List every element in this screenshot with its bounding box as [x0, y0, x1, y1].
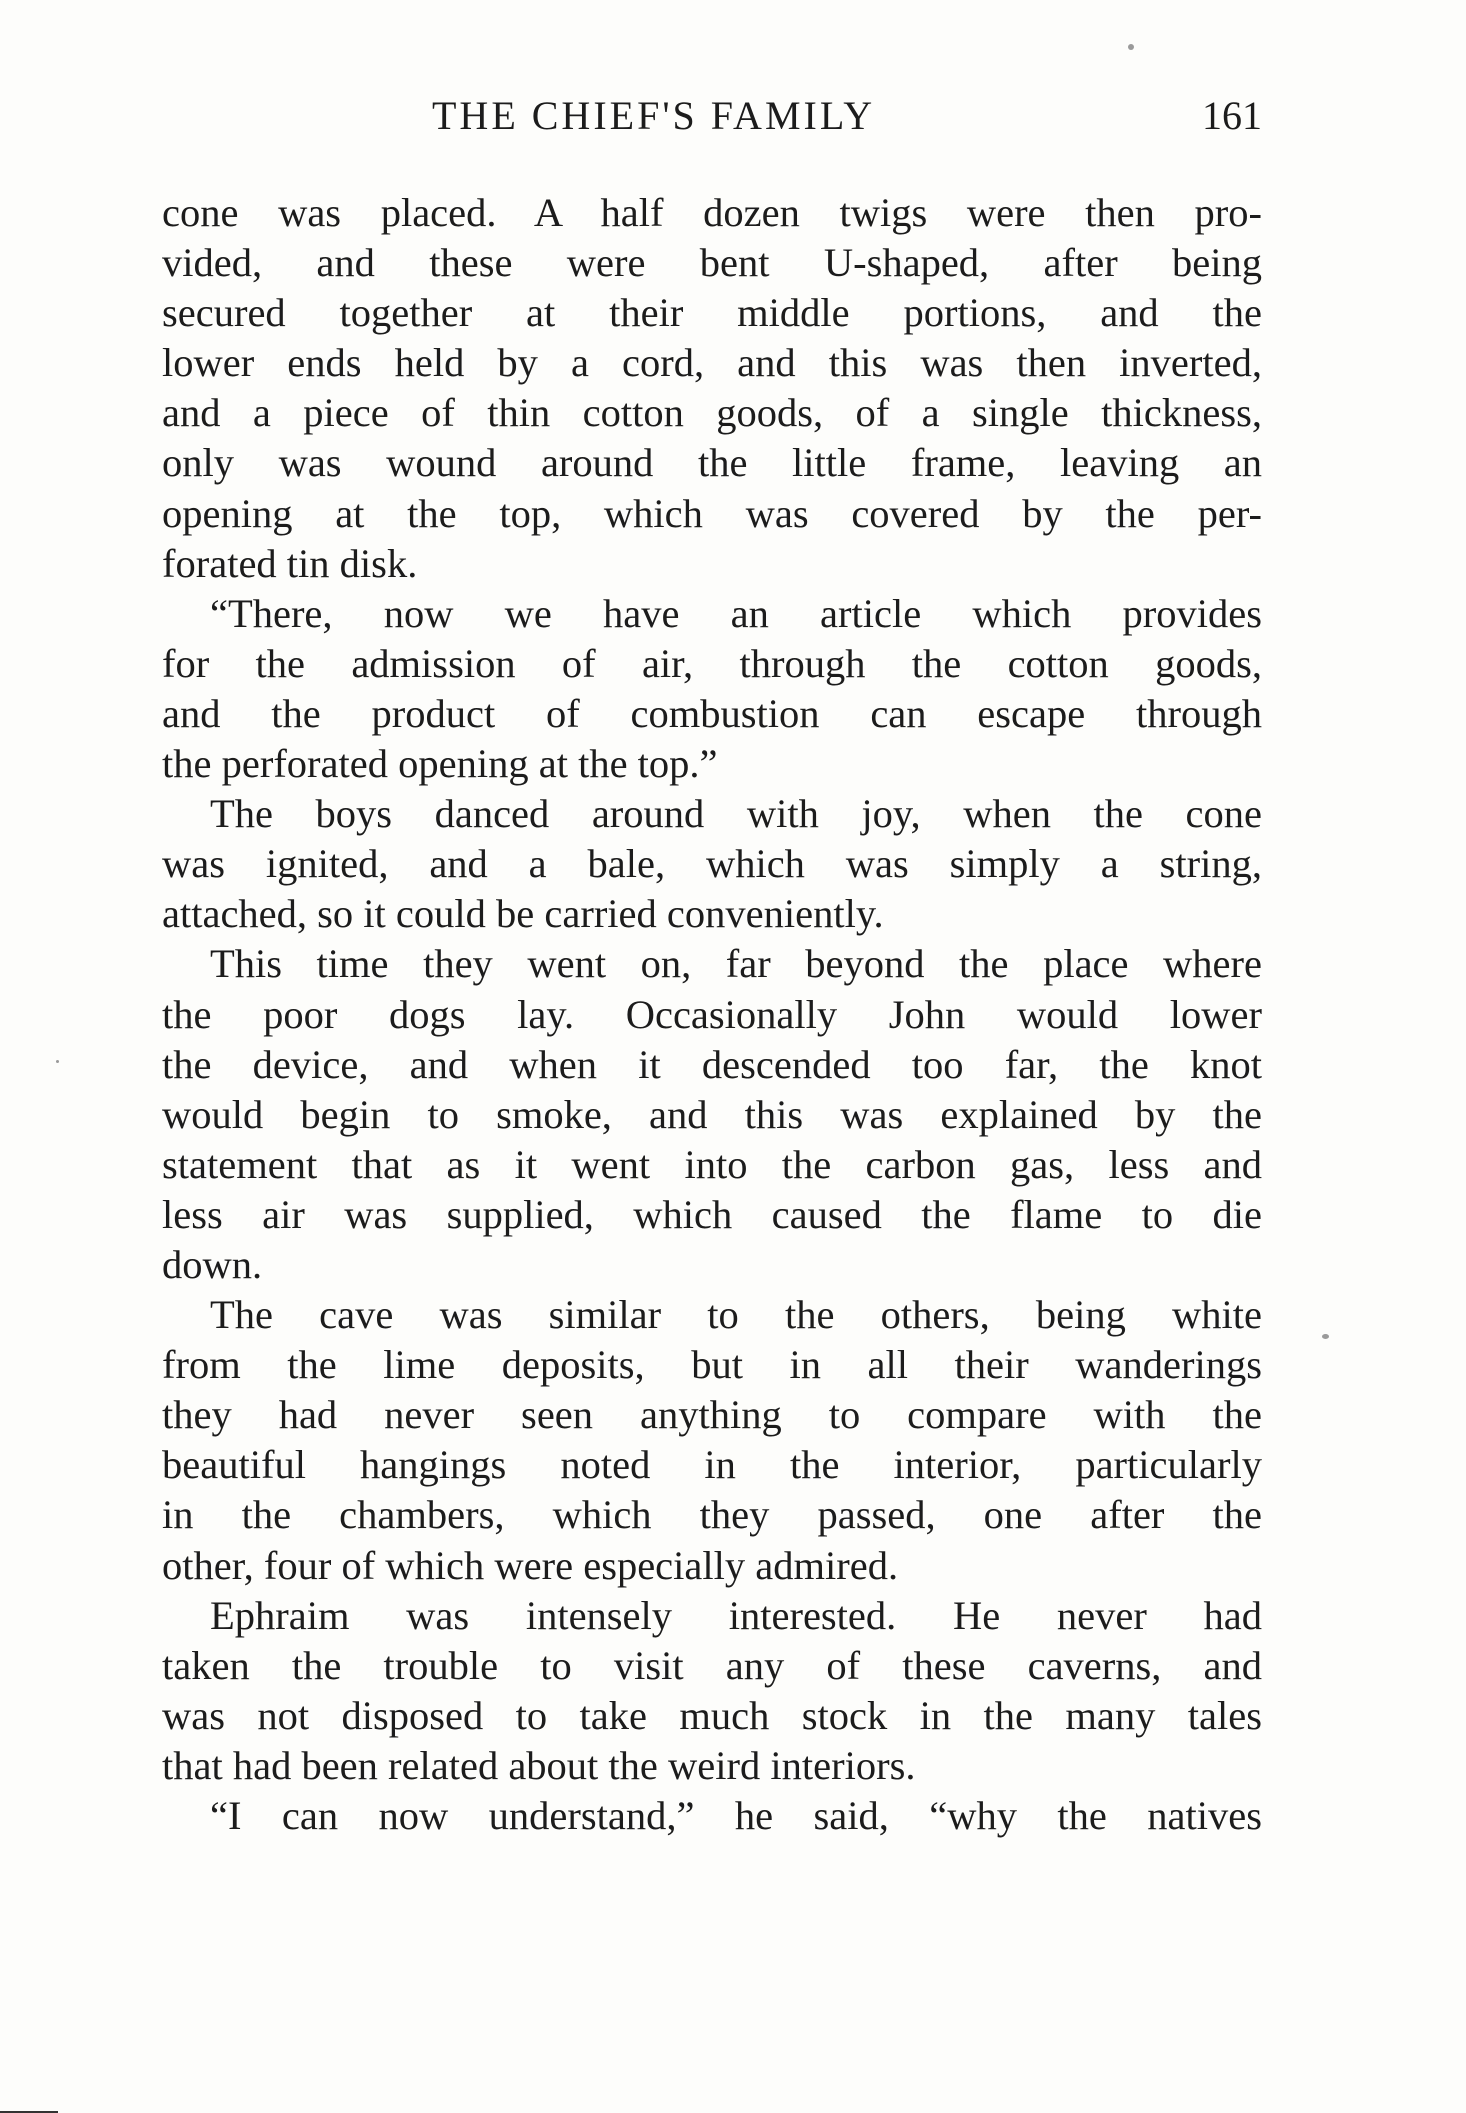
- text-line: taken the trouble to visit any of these caverns, and: [162, 1642, 1262, 1688]
- print-speck: [56, 1060, 59, 1063]
- text-line: statement that as it went into the carbon gas, less and: [162, 1141, 1262, 1187]
- text-line: down.: [162, 1241, 263, 1287]
- text-line: forated tin disk.: [162, 540, 418, 586]
- text-line: they had never seen anything to compare with the: [162, 1392, 1262, 1438]
- text-line: for the admission of air, through the cotton goods,: [162, 640, 1262, 686]
- text-line: secured together at their middle portions, and the: [162, 290, 1262, 336]
- print-speck: [1128, 44, 1134, 50]
- text-line: The cave was similar to the others, being white: [210, 1292, 1262, 1338]
- text-line: was ignited, and a bale, which was simply a string,: [162, 841, 1262, 887]
- text-line: “There, now we have an article which provides: [210, 590, 1262, 636]
- text-line: the perforated opening at the top.”: [162, 741, 718, 787]
- text-line: the device, and when it descended too far, the knot: [162, 1041, 1262, 1087]
- text-line: opening at the top, which was covered by the per-: [162, 490, 1262, 536]
- text-line: beautiful hangings noted in the interior, particularly: [162, 1442, 1262, 1488]
- body-text: [162, 188, 1262, 1841]
- text-line: attached, so it could be carried conveniently.: [162, 891, 884, 937]
- text-line: and a piece of thin cotton goods, of a single thickness,: [162, 390, 1262, 436]
- text-line: that had been related about the weird interiors.: [162, 1742, 916, 1788]
- text-line: the poor dogs lay. Occasionally John would lower: [162, 991, 1262, 1037]
- text-line: and the product of combustion can escape through: [162, 690, 1262, 736]
- page-number: 161: [1202, 93, 1262, 138]
- text-line: from the lime deposits, but in all their wanderings: [162, 1342, 1262, 1388]
- page-header: [162, 92, 1262, 152]
- text-line: This time they went on, far beyond the place where: [210, 941, 1262, 987]
- text-line: cone was placed. A half dozen twigs were then pro-: [162, 190, 1262, 235]
- text-line: less air was supplied, which caused the flame to die: [162, 1191, 1262, 1237]
- text-line: would begin to smoke, and this was explained by the: [162, 1091, 1262, 1137]
- text-line: vided, and these were bent U-shaped, after being: [162, 240, 1262, 286]
- text-line: “I can now understand,” he said, “why the natives: [210, 1793, 1262, 1838]
- text-line: only was wound around the little frame, leaving an: [162, 440, 1262, 486]
- print-speck: [1322, 1334, 1329, 1339]
- text-line: other, four of which were especially admired.: [162, 1542, 899, 1588]
- running-title: THE CHIEF'S FAMILY: [432, 93, 876, 138]
- text-line: was not disposed to take much stock in the many tales: [162, 1692, 1262, 1738]
- text-line: lower ends held by a cord, and this was then inverted,: [162, 340, 1262, 386]
- text-line: The boys danced around with joy, when the cone: [210, 791, 1262, 837]
- text-line: Ephraim was intensely interested. He never had: [210, 1592, 1262, 1638]
- text-line: in the chambers, which they passed, one after the: [162, 1492, 1262, 1538]
